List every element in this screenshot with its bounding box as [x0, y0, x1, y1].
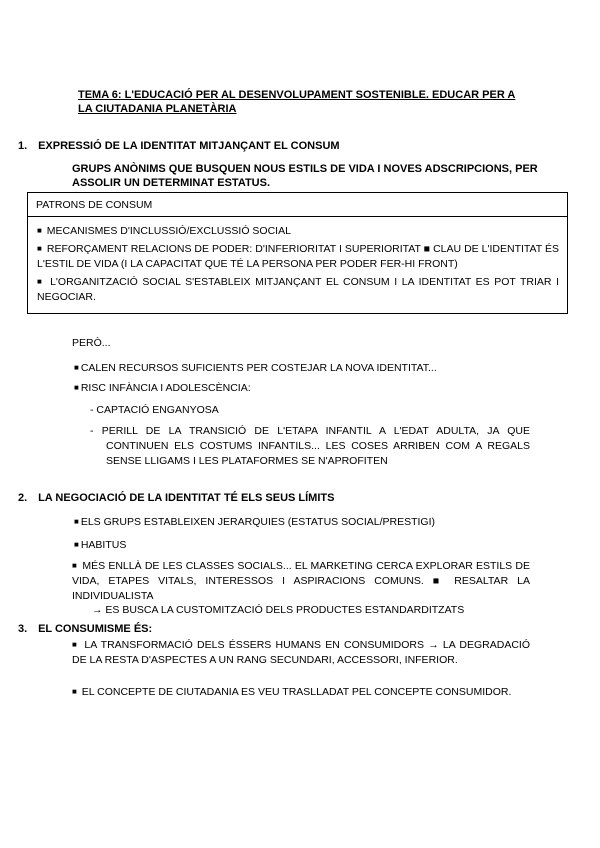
section-2-item: ■ MÉS ENLLÀ DE LES CLASSES SOCIALS... EL MARKETING CERCA EXPLORAR ESTILS DE VIDA, ETAPES VITALS, INTERESSOS I ASPIRACIONS COMUNS. ■ RESALTAR LA INDIVIDUALISTA — [72, 560, 530, 602]
section-3-heading — [18, 622, 152, 636]
bullet-icon: ■ — [72, 640, 79, 649]
risk-item: - PERILL DE LA TRANSICIÓ DE L'ETAPA INFANTIL A L'EDAT ADULTA, JA QUE CONTINUEN ELS COSTUMS INFANTILS... LES COSES ARRIBEN COM A REGALS SENSE LLIGAMS I LES PLATAFORMES SE N'APROFITEN — [90, 425, 530, 467]
section-2-item: ■ HABITUS — [74, 539, 127, 551]
consumption-patterns-box — [27, 192, 568, 314]
bullet-icon: ■ — [74, 517, 79, 526]
section-1-subheading: GRUPS ANÒNIMS QUE BUSQUEN NOUS ESTILS DE VIDA I NOVES ADSCRIPCIONS, PER ASSOLIR UN DETERMINAT ESTATUS. — [72, 163, 538, 189]
section-3-number: 3. — [18, 623, 28, 635]
section-1-title: EXPRESSIÓ DE LA IDENTITAT MITJANÇANT EL CONSUM — [38, 140, 340, 152]
bullet-icon: ■ — [37, 226, 42, 235]
arrow-item: → ES BUSCA LA CUSTOMITZACIÓ DELS PRODUCTES ESTANDARDITZATS — [92, 604, 465, 616]
bullet-icon: ■ — [74, 540, 79, 549]
bullet-icon: ■ — [72, 561, 78, 570]
section-2-heading — [18, 491, 334, 505]
section-2-title: LA NEGOCIACIÓ DE LA IDENTITAT TÉ ELS SEUS LÍMITS — [38, 492, 335, 504]
but-item: ■ RISC INFÀNCIA I ADOLESCÈNCIA: — [74, 382, 251, 394]
bullet-icon: ■ — [74, 363, 79, 372]
bullet-icon: ■ — [72, 687, 77, 696]
section-2-item: ■ ELS GRUPS ESTABLEIXEN JERARQUIES (ESTATUS SOCIAL/PRESTIGI) — [74, 516, 436, 528]
document-title: TEMA 6: L'EDUCACIÓ PER AL DESENVOLUPAMENT SOSTENIBLE. EDUCAR PER A LA CIUTADANIA PLANETÀRIA — [78, 89, 516, 115]
box-item: ■ REFORÇAMENT RELACIONS DE PODER: D'INFERIORITAT I SUPERIORITAT ■ CLAU DE L'IDENTITAT ÉS L'ESTIL DE VIDA (I LA CAPACITAT QUE TÉ LA PERSONA PER PODER FER-HI FRONT) — [37, 243, 559, 270]
section-1-number: 1. — [18, 140, 28, 152]
bullet-icon: ■ — [37, 277, 44, 286]
but-item: ■ CALEN RECURSOS SUFICIENTS PER COSTEJAR LA NOVA IDENTITAT... — [74, 362, 437, 374]
box-item: ■ MECANISMES D'INCLUSSIÓ/EXCLUSSIÓ SOCIAL — [37, 225, 291, 237]
section-3-title: EL CONSUMISME ÉS: — [38, 623, 153, 635]
risk-item: - CAPTACIÓ ENGANYOSA — [90, 404, 219, 416]
box-body — [28, 217, 567, 313]
section-3-item: ■ EL CONCEPTE DE CIUTADANIA ES VEU TRASLLADAT PEL CONCEPTE CONSUMIDOR. — [72, 686, 512, 698]
but-label: PERÒ... — [72, 337, 111, 349]
section-3-item: ■ LA TRANSFORMACIÓ DELS ÉSSERS HUMANS EN CONSUMIDORS → LA DEGRADACIÓ DE LA RESTA D'ASPECTES A UN RANG SECUNDARI, ACCESSORI, INFERIOR. — [72, 639, 530, 666]
section-2-number: 2. — [18, 492, 28, 504]
bullet-icon: ■ — [37, 244, 42, 253]
box-item: ■ L'ORGANITZACIÓ SOCIAL S'ESTABLEIX MITJANÇANT EL CONSUM I LA IDENTITAT ES POT TRIAR I NEGOCIAR. — [37, 276, 559, 303]
box-title: PATRONS DE CONSUM — [28, 193, 567, 217]
section-1-heading — [18, 139, 340, 153]
bullet-icon: ■ — [74, 383, 79, 392]
